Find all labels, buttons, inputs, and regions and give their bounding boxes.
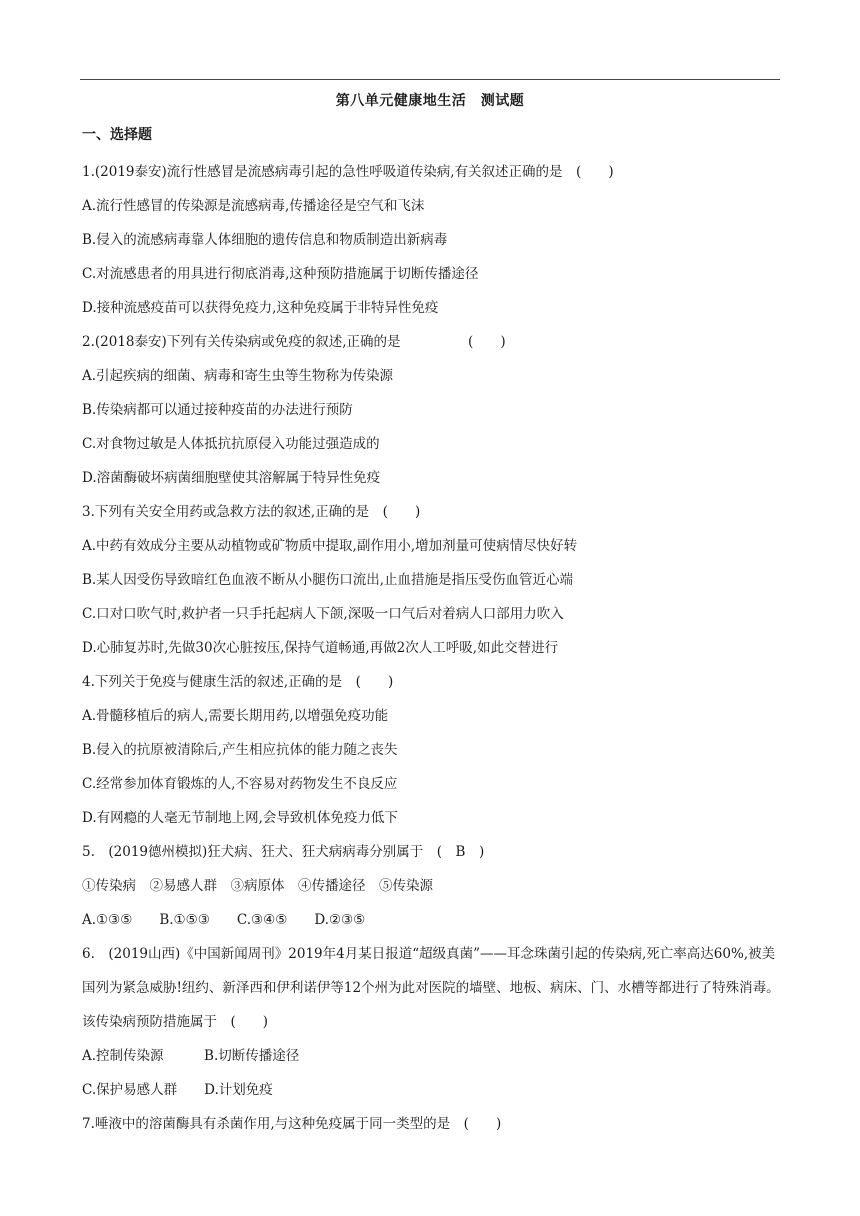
question-stem: 2.(2018泰安)下列有关传染病或免疫的叙述,正确的是 ( ) [82,334,506,350]
question-stem: 3.下列有关安全用药或急救方法的叙述,正确的是 ( ) [82,504,421,520]
question-stem: 4.下列关于免疫与健康生活的叙述,正确的是 ( ) [82,674,394,690]
section-heading: 一、选择题 [82,127,152,143]
question-option: D.心肺复苏时,先做30次心脏按压,保持气道畅通,再做2次人工呼吸,如此交替进行 [82,640,559,656]
question-option: C.对食物过敏是人体抵抗抗原侵入功能过强造成的 [82,436,380,452]
question-stem: 5. (2019德州模拟)狂犬病、狂犬、狂犬病病毒分别属于 ( B ) [82,844,485,860]
question-option: D.接种流感疫苗可以获得免疫力,这种免疫属于非特异性免疫 [82,300,439,316]
question-option: C.经常参加体育锻炼的人,不容易对药物发生不良反应 [82,776,398,792]
question-option: D.溶菌酶破坏病菌细胞壁使其溶解属于特异性免疫 [82,470,381,486]
question-option: B.侵入的抗原被清除后,产生相应抗体的能力随之丧失 [82,742,398,758]
header-rule [80,79,780,80]
question-option: B.某人因受伤导致暗红色血液不断从小腿伤口流出,止血措施是指压受伤血管近心端 [82,572,574,588]
question-option: C.保护易感人群 D.计划免疫 [82,1082,273,1098]
question-option: C.对流感患者的用具进行彻底消毒,这种预防措施属于切断传播途径 [82,266,479,282]
question-option: A.①③⑤ B.①⑤③ C.③④⑤ D.②③⑤ [82,912,366,928]
question-stem: 6. (2019山西)《中国新闻周刊》2019年4月某日报道“超级真菌”——耳念珠菌引起的传染病,死亡率高达60%,被美国列为紧急威胁!纽约、新泽西和伊利诺伊等12个州为此对医院的墙壁、地板、病床、门、水槽等都进行了特殊消毒。该传染病预防措施属于 ( ) [82,946,780,1030]
question-option: ①传染病 ②易感人群 ③病原体 ④传播途径 ⑤传染源 [82,878,433,894]
question-stem: 7.唾液中的溶菌酶具有杀菌作用,与这种免疫属于同一类型的是 ( ) [82,1116,502,1132]
question-option: A.引起疾病的细菌、病毒和寄生虫等生物称为传染源 [82,368,394,384]
question-stem: 1.(2019泰安)流行性感冒是流感病毒引起的急性呼吸道传染病,有关叙述正确的是 ( ) [82,164,614,180]
question-option: C.口对口吹气时,救护者一只手托起病人下颌,深吸一口气后对着病人口部用力吹入 [82,606,564,622]
question-option: A.中药有效成分主要从动植物或矿物质中提取,副作用小,增加剂量可使病情尽快好转 [82,538,578,554]
question-option: B.传染病都可以通过接种疫苗的办法进行预防 [82,402,353,418]
question-option: B.侵入的流感病毒靠人体细胞的遗传信息和物质制造出新病毒 [82,232,448,248]
question-list [82,155,782,1141]
question-option: A.骨髓移植后的病人,需要长期用药,以增强免疫功能 [82,708,389,724]
question-option: A.控制传染源 B.切断传播途径 [82,1048,300,1064]
question-option: D.有网瘾的人毫无节制地上网,会导致机体免疫力低下 [82,810,398,826]
page-title: 第八单元健康地生活 测试题 [335,93,525,109]
question-option: A.流行性感冒的传染源是流感病毒,传播途径是空气和飞沫 [82,198,425,214]
